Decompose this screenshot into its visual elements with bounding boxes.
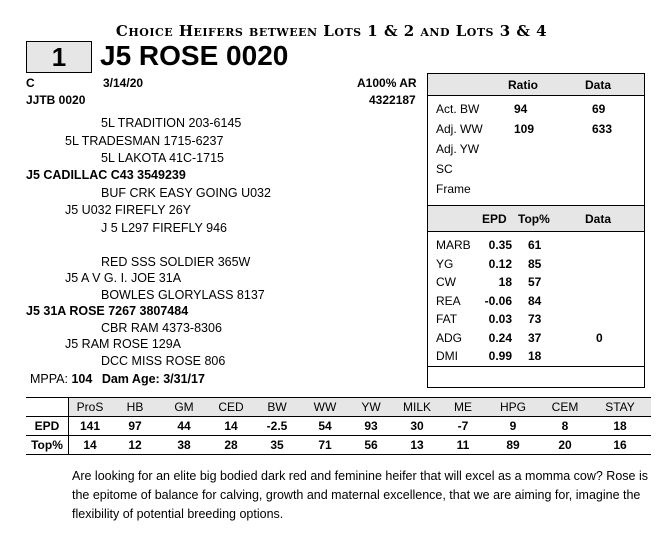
carcass-epd: 0.24: [488, 330, 512, 345]
carcass-rows: [428, 231, 644, 366]
mppa-line: [30, 372, 205, 386]
carcass-top: 73: [528, 312, 542, 326]
registration-type: A100% AR: [357, 76, 417, 90]
mppa-label: MPPA:: [30, 372, 68, 386]
carcass-label: YG: [436, 256, 454, 271]
epd-col-header: STAY: [589, 398, 651, 417]
performance-header: [428, 74, 644, 95]
top-percent-value: 71: [301, 436, 349, 455]
top-percent-value: 13: [393, 436, 441, 455]
dam-age-label: Dam Age:: [101, 372, 160, 386]
animal-name: J5 ROSE 0020: [100, 40, 289, 71]
top-percent-value: 20: [541, 436, 589, 455]
carcass-epd: 0.12: [488, 256, 512, 271]
carcass-header: [428, 205, 644, 231]
registration-number: 4322187: [369, 93, 416, 107]
epd-col-header: HB: [111, 398, 159, 417]
perf-ratio: 109: [514, 122, 535, 136]
epd-col-header: GM: [159, 398, 209, 417]
top-percent-row: [26, 436, 651, 455]
perf-data: 69: [592, 102, 606, 116]
pedigree-sire: J5 CADILLAC C43 3549239: [26, 168, 186, 182]
pedigree-ss: 5L TRADESMAN 1715-6237: [65, 134, 224, 148]
epd-col-header: HPG: [485, 398, 541, 417]
top-percent-header: Top%: [518, 212, 550, 226]
pedigree-sss: 5L TRADITION 203-6145: [101, 116, 242, 130]
pedigree-sdd: J 5 L297 FIREFLY 946: [101, 221, 228, 235]
pedigree-dds: CBR RAM 4373-8306: [101, 321, 222, 335]
top-percent-value: 28: [209, 436, 253, 455]
ratio-header: Ratio: [508, 78, 538, 92]
top-percent-value: 89: [485, 436, 541, 455]
tattoo: JJTB 0020: [26, 93, 86, 107]
dam-age-value: 3/31/17: [163, 372, 205, 386]
perf-label: Adj. YW: [436, 142, 480, 156]
epd-value: 18: [589, 417, 651, 436]
epd-header: EPD: [482, 212, 507, 226]
epd-value: 9: [485, 417, 541, 436]
top-percent-value: 12: [111, 436, 159, 455]
pedigree-dss: RED SSS SOLDIER 365W: [101, 255, 251, 269]
epd-value: 8: [541, 417, 589, 436]
sex-code: C: [26, 76, 35, 90]
carcass-label: REA: [436, 293, 461, 308]
perf-ratio: 94: [514, 102, 528, 116]
pedigree-sds: BUF CRK EASY GOING U032: [101, 186, 271, 200]
pedigree-dam: J5 31A ROSE 7267 3807484: [26, 304, 189, 318]
epd-value: 54: [301, 417, 349, 436]
carcass-label: MARB: [436, 238, 471, 252]
carcass-label: ADG: [436, 330, 463, 345]
epd-col-header: WW: [301, 398, 349, 417]
pedigree-ddd: DCC MISS ROSE 806: [101, 354, 226, 368]
top-row-label: Top%: [26, 436, 69, 455]
performance-box: [427, 73, 645, 388]
epd-col-header: CED: [209, 398, 253, 417]
epd-value: 44: [159, 417, 209, 436]
carcass-top: 57: [528, 275, 542, 289]
perf-label: SC: [436, 162, 453, 176]
epd-header-row: [26, 398, 651, 417]
epd-col-header: ME: [441, 398, 485, 417]
carcass-label: DMI: [436, 349, 458, 363]
carcass-data: 0: [596, 330, 603, 345]
data-header: Data: [585, 78, 612, 92]
sale-banner: Choice Heifers between Lots 1 & 2 and Lots 3 & 4: [115, 22, 548, 40]
epd-value: 30: [393, 417, 441, 436]
top-percent-value: 56: [349, 436, 393, 455]
epd-value: 14: [209, 417, 253, 436]
epd-value: 93: [349, 417, 393, 436]
carcass-top: 37: [528, 330, 542, 345]
epd-table: [26, 397, 651, 455]
perf-label: Act. BW: [436, 102, 480, 116]
pedigree-ssd: 5L LAKOTA 41C-1715: [101, 151, 224, 165]
epd-col-header: MILK: [393, 398, 441, 417]
epd-value: -7: [441, 417, 485, 436]
carcass-epd: -0.06: [484, 293, 512, 308]
epd-value: -2.5: [253, 417, 301, 436]
pedigree-dd: J5 RAM ROSE 129A: [65, 337, 182, 351]
epd-col-header: BW: [253, 398, 301, 417]
epd-col-header: CEM: [541, 398, 589, 417]
carcass-top: 61: [528, 238, 542, 252]
epd-row-label: EPD: [26, 417, 69, 436]
top-percent-value: 35: [253, 436, 301, 455]
carcass-label: FAT: [436, 312, 458, 326]
carcass-top: 84: [528, 293, 542, 308]
carcass-top: 85: [528, 256, 542, 271]
perf-label: Adj. WW: [436, 122, 483, 136]
carcass-top: 18: [528, 349, 542, 363]
empty-row: [428, 366, 644, 387]
epd-col-header: ProS: [69, 398, 112, 417]
epd-col-header: YW: [349, 398, 393, 417]
lot-number: 1: [26, 41, 92, 73]
carcass-label: CW: [436, 275, 456, 289]
birth-date: 3/14/20: [103, 76, 144, 90]
carcass-epd: 0.99: [488, 349, 512, 363]
pedigree-sd: J5 U032 FIREFLY 26Y: [65, 203, 191, 217]
carcass-epd: 0.35: [488, 238, 512, 252]
top-percent-value: 11: [441, 436, 485, 455]
top-percent-value: 38: [159, 436, 209, 455]
carcass-data-header: Data: [585, 212, 612, 226]
epd-row: [26, 417, 651, 436]
top-percent-value: 14: [69, 436, 112, 455]
description: Are looking for an elite big bodied dark red and feminine heifer that will excel as a momma cow? Rose is the epitome of balance for calving, growth and maternal excellence, that we are aiming for, imagine the flexibility of potential breeding options.: [72, 469, 648, 521]
pedigree-ds: J5 A V G. I. JOE 31A: [65, 271, 182, 285]
performance-rows: [428, 95, 644, 205]
perf-label: Frame: [436, 182, 471, 196]
mppa-value: 104: [71, 372, 93, 386]
carcass-epd: 18: [498, 275, 512, 289]
carcass-epd: 0.03: [488, 312, 512, 326]
epd-value: 97: [111, 417, 159, 436]
top-percent-value: 16: [589, 436, 651, 455]
pedigree-dsd: BOWLES GLORYLASS 8137: [101, 288, 265, 302]
perf-data: 633: [592, 122, 613, 136]
epd-value: 141: [69, 417, 112, 436]
